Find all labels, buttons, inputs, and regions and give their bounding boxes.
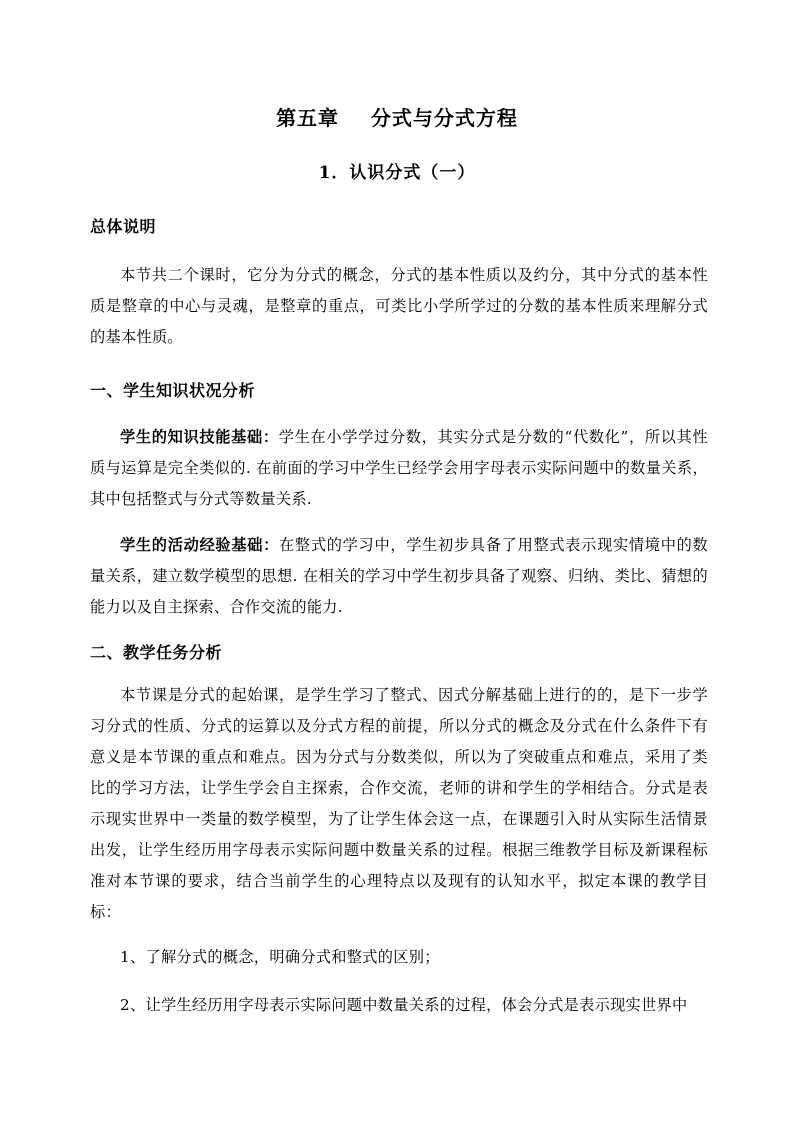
task-analysis-heading: 二、教学任务分析	[90, 643, 223, 662]
objective-item-2: 2、让学生经历用字母表示实际问题中数量关系的过程，体会分式是表示现实世界中	[120, 996, 688, 1014]
task-analysis-paragraph: 本节课是分式的起始课，是学生学习了整式、因式分解基础上进行的的，是下一步学习分式的性质、分式的运算以及分式方程的前提，所以分式的概念及分式在什么条件下有意义是本节课的重点和难点。因为分式与分数类似，所以为了突破重点和难点，采用了类比的学习方法，让学生学会自主探索，合作交流，老师的讲和学生的学相结合。分式是表示现实世界中一类量的数学模型，为了让学生体会这一点，在课题引入时从实际生活情景出发，让学生经历用字母表示实际问题中数量关系的过程。根据三维教学目标及新课程标准对本节课的要求，结合当前学生的心理特点以及现有的认知水平，拟定本课的教学目标：	[90, 686, 708, 921]
activity-text: 在整式的学习中，学生初步具备了用整式表示现实情境中的数量关系，建立数学模型的思想. 在相关的学习中学生初步具备了观察、归纳、类比、猜想的能力以及自主探索、合作交流的能力.	[90, 536, 708, 616]
knowledge-label: 学生的知识技能基础：	[120, 428, 279, 446]
chapter-title: 第五章 分式与分式方程	[276, 106, 518, 130]
objective-item-1: 1、了解分式的概念，明确分式和整式的区别；	[120, 948, 440, 966]
student-analysis-heading: 一、学生知识状况分析	[90, 381, 256, 400]
activity-label: 学生的活动经验基础：	[120, 536, 280, 554]
knowledge-text: 学生在小学学过分数，其实分式是分数的“代数化”，所以其性质与运算是完全类似的. 在前面的学习中学生已经学会用字母表示实际问题中的数量关系，其中包括整式与分式等数量关系.	[90, 428, 708, 508]
lesson-title: 1．认识分式（一）	[318, 163, 476, 183]
overview-paragraph: 本节共二个课时，它分为分式的概念，分式的基本性质以及约分，其中分式的基本性质是整章的中心与灵魂，是整章的重点，可类比小学所学过的分数的基本性质来理解分式的基本性质。	[90, 266, 708, 346]
knowledge-paragraph	[90, 422, 708, 515]
overview-heading: 总体说明	[90, 217, 157, 236]
activity-paragraph	[90, 530, 708, 623]
